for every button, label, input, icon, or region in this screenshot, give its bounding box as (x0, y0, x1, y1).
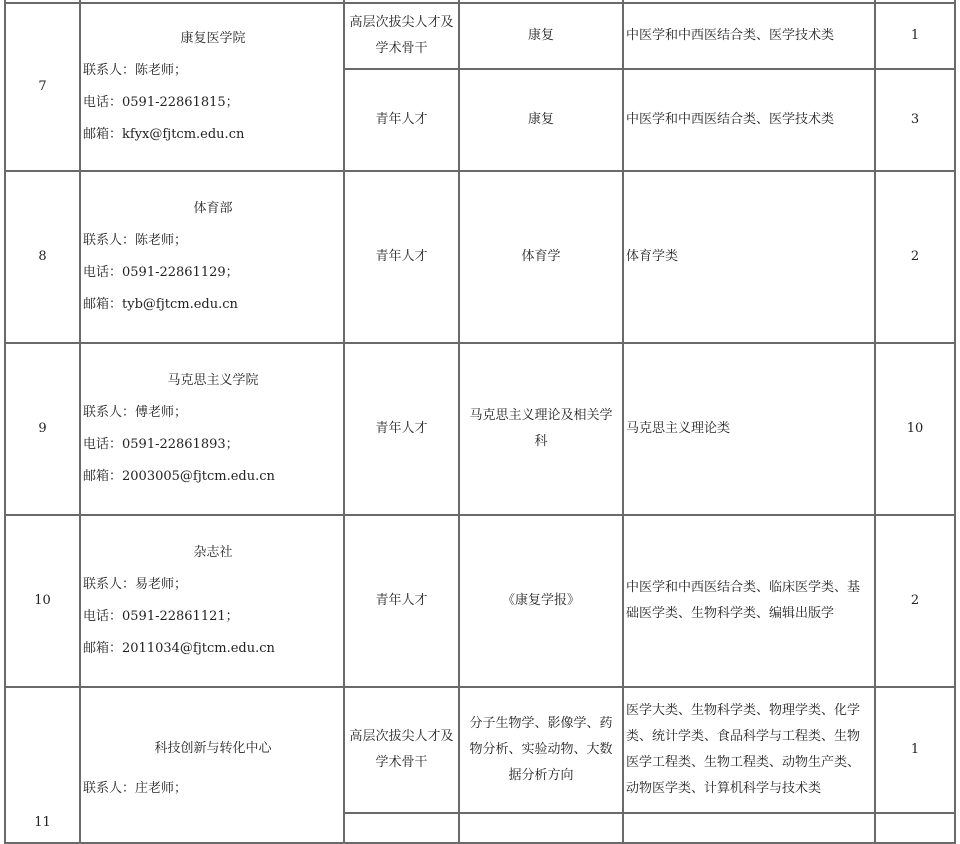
unit-cell (80, 687, 344, 843)
row-number: 11 (5, 687, 80, 843)
recruit-count: 2 (875, 515, 955, 687)
research-direction: 体育学 (459, 171, 623, 343)
research-direction: 康复 (459, 69, 623, 171)
unit-name: 马克思主义学院 (167, 373, 259, 388)
row-number: 7 (5, 3, 80, 171)
major-requirement: 中医学和中西医结合类、临床医学类、基础医学类、生物科学类、编辑出版学 (623, 515, 875, 687)
recruit-count: 2 (875, 171, 955, 343)
unit-name: 康复医学院 (180, 31, 246, 46)
contact-phone: 电话：0591-22861129； (83, 265, 239, 280)
table-row (5, 687, 955, 813)
recruit-count: 3 (875, 69, 955, 171)
row-number: 10 (5, 515, 80, 687)
major-requirement: 医学大类、生物科学类、物理学类、化学类、统计学类、食品科学与工程类、生物医学工程类、生物工程类、动物生产类、动物医学类、计算机科学与技术类 (623, 687, 875, 813)
talent-type: 高层次拔尖人才及学术骨干 (344, 3, 459, 69)
contact-email: 邮箱：2003005@fjtcm.edu.cn (83, 469, 275, 484)
recruit-count: 1 (875, 3, 955, 69)
contact-person: 联系人：傅老师； (83, 405, 188, 420)
contact-person: 联系人：易老师； (83, 577, 188, 592)
talent-type: 青年人才 (344, 515, 459, 687)
contact-person: 联系人：庄老师； (83, 781, 188, 796)
contact-phone: 电话：0591-22861121； (83, 609, 239, 624)
major-requirement: 马克思主义理论类 (623, 343, 875, 515)
recruit-count: 1 (875, 687, 955, 813)
research-direction: 马克思主义理论及相关学科 (459, 343, 623, 515)
talent-type: 青年人才 (344, 343, 459, 515)
talent-type: 高层次拔尖人才及学术骨干 (344, 687, 459, 813)
recruitment-table (4, 0, 956, 844)
research-direction: 分子生物学、影像学、药物分析、实验动物、大数据分析方向 (459, 687, 623, 813)
contact-phone: 电话：0591-22861815； (83, 95, 239, 110)
table-row (5, 515, 955, 687)
unit-cell (80, 171, 344, 343)
table-row (5, 171, 955, 343)
contact-email: 邮箱：tyb@fjtcm.edu.cn (83, 297, 238, 312)
talent-type: 青年人才 (344, 171, 459, 343)
talent-type: 青年人才 (344, 69, 459, 171)
row-number: 9 (5, 343, 80, 515)
unit-name: 科技创新与转化中心 (154, 741, 272, 756)
contact-person: 联系人：陈老师； (83, 63, 188, 78)
contact-person: 联系人：陈老师； (83, 233, 188, 248)
research-direction: 康复 (459, 3, 623, 69)
unit-cell (80, 343, 344, 515)
contact-email: 邮箱：kfyx@fjtcm.edu.cn (83, 127, 245, 142)
table-row (5, 343, 955, 515)
major-requirement: 中医学和中西医结合类、医学技术类 (623, 69, 875, 171)
unit-cell (80, 3, 344, 171)
contact-phone: 电话：0591-22861893； (83, 437, 239, 452)
unit-cell (80, 515, 344, 687)
row-number: 8 (5, 171, 80, 343)
unit-name: 体育部 (193, 201, 233, 216)
table-row (5, 3, 955, 69)
major-requirement: 体育学类 (623, 171, 875, 343)
contact-email: 邮箱：2011034@fjtcm.edu.cn (83, 641, 275, 656)
recruit-count: 10 (875, 343, 955, 515)
major-requirement: 中医学和中西医结合类、医学技术类 (623, 3, 875, 69)
unit-name: 杂志社 (193, 545, 233, 560)
research-direction: 《康复学报》 (459, 515, 623, 687)
